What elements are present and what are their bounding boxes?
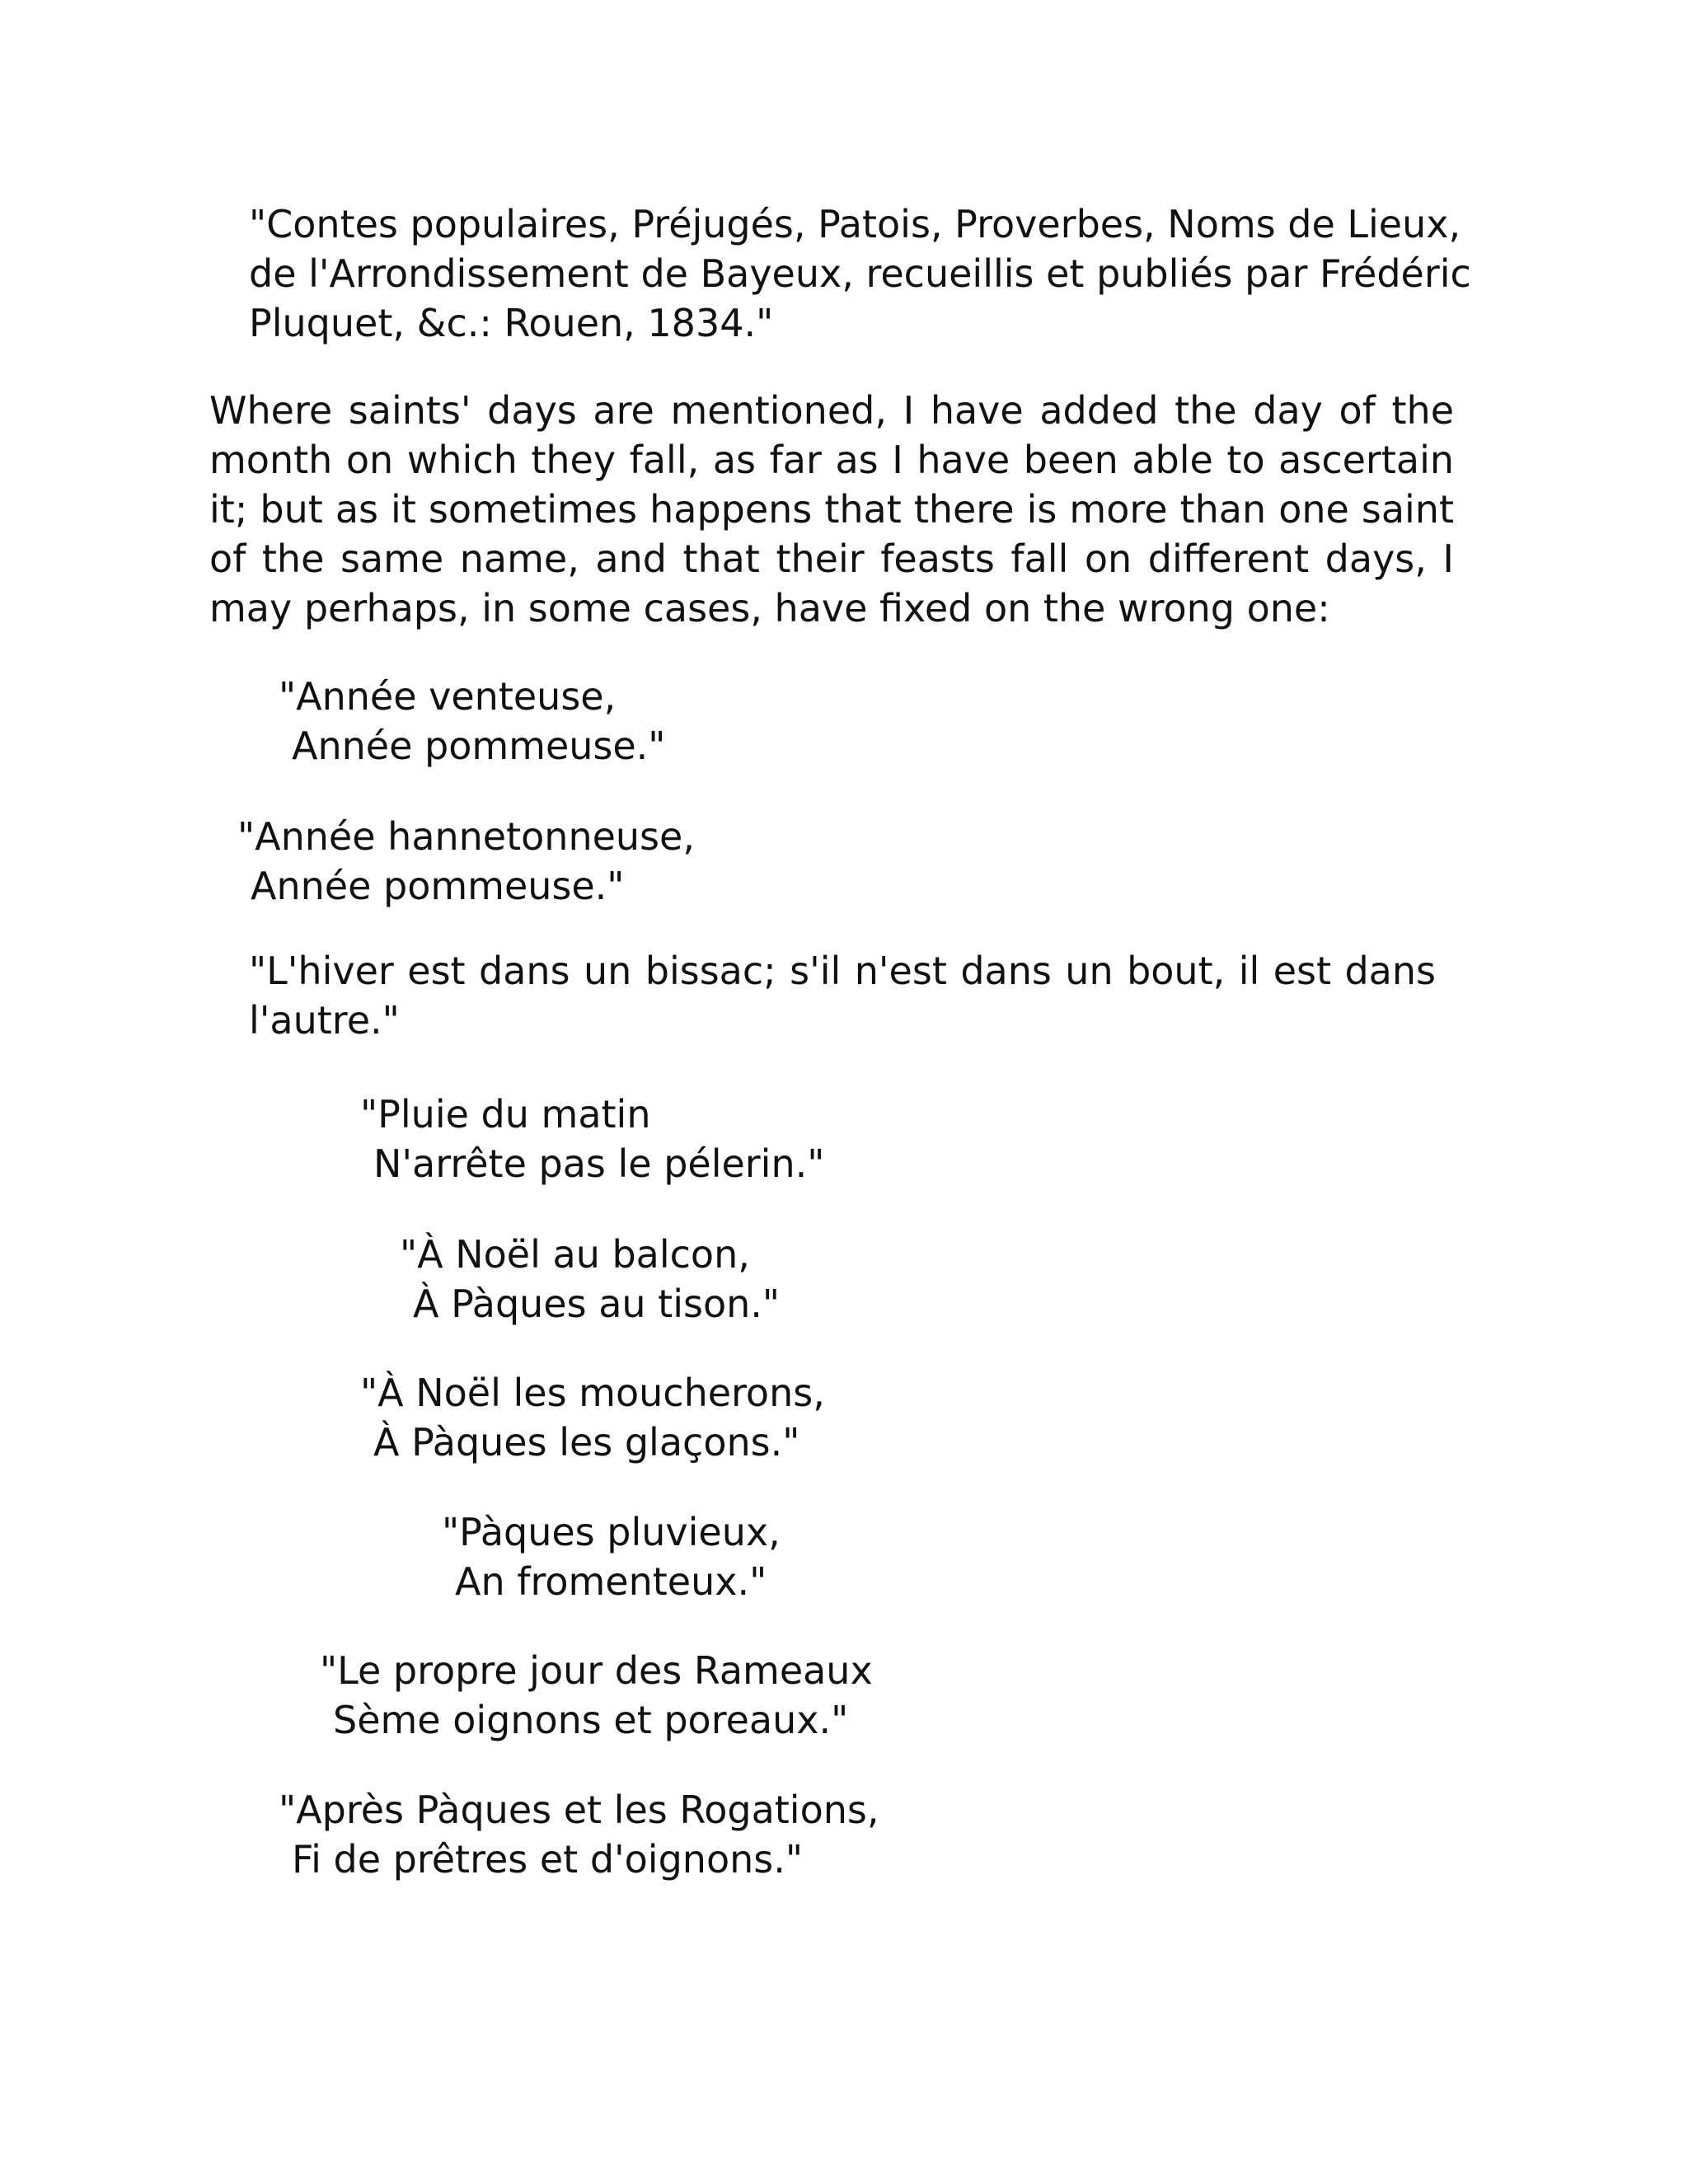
proverb: [237, 812, 695, 911]
proverb-line: "Après Pàques et les Rogations,: [279, 1788, 879, 1832]
proverb-line: N'arrête pas le pélerin.": [373, 1141, 825, 1186]
proverb: [360, 1090, 824, 1188]
proverb: [360, 1368, 825, 1467]
proverb-line: "Pluie du matin: [360, 1092, 651, 1137]
intro-paragraph: Where saints' days are mentioned, I have added the day of the month on which they fall, as far as I have been able to ascertain it; but as it sometimes happens that there is more than one saint of the same name, and that their feasts fall on different days, I may perhaps, in some cases, have fixed on the wrong one:: [209, 388, 1454, 630]
proverb-line: Fi de prêtres et d'oignons.": [292, 1837, 803, 1882]
proverb: [400, 1230, 780, 1329]
citation-line: de l'Arrondissement de Bayeux, recueillis et publiés par Frédéric: [249, 251, 1471, 296]
proverb: [320, 1646, 873, 1745]
proverb: [279, 1785, 879, 1884]
proverb-line: "À Noël au balcon,: [400, 1232, 750, 1277]
citation-block: [249, 199, 1471, 348]
proverb: [279, 672, 665, 771]
proverb-prose: "L'hiver est dans un bissac; s'il n'est dans un bout, il est dans l'autre.": [249, 949, 1436, 1043]
proverb-line: "Année venteuse,: [279, 674, 617, 719]
proverb-line: À Pàques les glaçons.": [373, 1420, 800, 1465]
proverb-line: "À Noël les moucherons,: [360, 1371, 825, 1415]
citation-line: "Contes populaires, Préjugés, Patois, Proverbes, Noms de Lieux,: [249, 202, 1461, 246]
proverb-line: Année pommeuse.": [251, 864, 625, 908]
proverb-line: Année pommeuse.": [292, 724, 666, 768]
citation-line: Pluquet, &c.: Rouen, 1834.": [249, 301, 774, 345]
proverb: [442, 1507, 781, 1606]
proverb-line: À Pàques au tison.": [413, 1282, 781, 1326]
proverb-line: Sème oignons et poreaux.": [333, 1698, 849, 1742]
proverb-line: "Année hannetonneuse,: [237, 814, 695, 859]
proverb-line: An fromenteux.": [455, 1559, 767, 1604]
proverb-line: "Pàques pluvieux,: [442, 1510, 781, 1554]
proverb-line: "Le propre jour des Rameaux: [320, 1648, 873, 1693]
